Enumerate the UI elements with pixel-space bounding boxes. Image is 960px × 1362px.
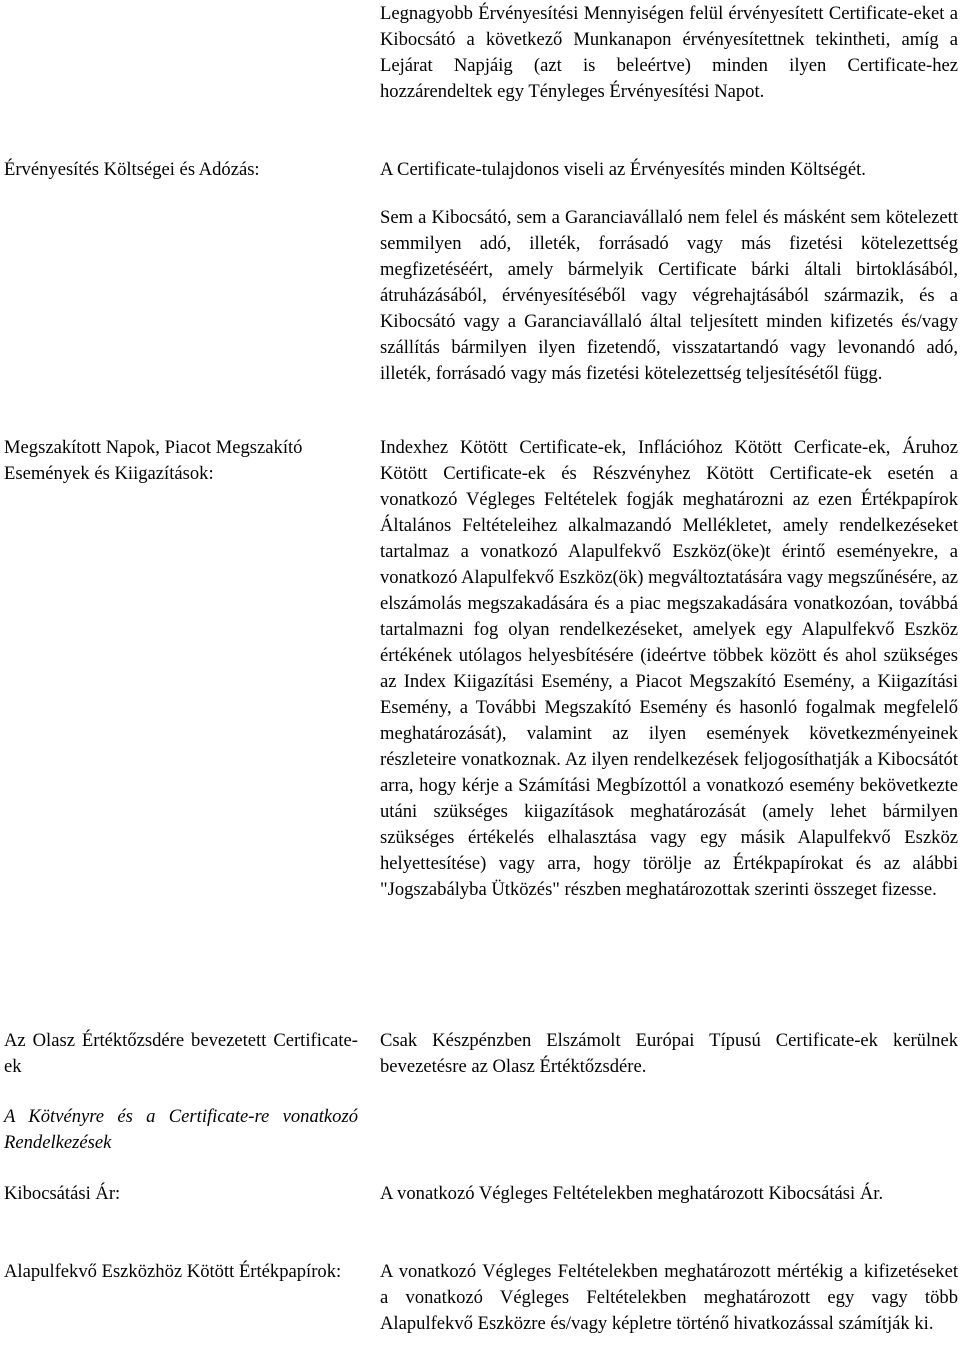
section-text: A Certificate-tulajdonos viseli az Érvényesítés minden Költségét. xyxy=(380,159,866,180)
section-text: A vonatkozó Végleges Feltételekben meghatározott Kibocsátási Ár. xyxy=(380,1183,884,1204)
section-text: Legnagyobb Érvényesítési Mennyiségen felül érvényesített Certificate-eket a Kibocsátó a következő Munkanapon érvényesítettnek tekintheti, amíg a Lejárat Napjáig (azt is beleértve) minden ilyen Certificate-hez hozzárendeltek egy Tényleges Érvényesítési Napot. xyxy=(380,3,958,102)
section-label: Az Olasz Értéktőzsdére bevezetett Certificate-ek xyxy=(4,1030,358,1077)
section-text: Indexhez Kötött Certificate-ek, Inflációhoz Kötött Cerficate-ek, Áruhoz Kötött Certificate-ek és Részvényhez Kötött Certificate-ek esetén a vonatkozó Végleges Feltételek fogják meghatározni az ezen Értékpapírok Általános Feltételeihez alkalmazandó Mellékletet, amely rendelkezéseket tartalmaz a vonatkozó Alapulfekvő Eszköz(öke)t érintő eseményekre, a vonatkozó Alapulfekvő Eszköz(ök) megváltoztatására vagy megszűnésére, az elszámolás megszakadására és a piac megszakadására vonatkozóan, továbbá tartalmazni fog olyan rendelkezéseket, amelyek egy Alapulfekvő Eszköz értékének utólagos helyesbítésére (ideértve többek között és ahol szükséges az Index Kiigazítási Esemény, a Piacot Megszakító Esemény, a Kiigazítási Esemény, a További Megszakító Esemény és hasonló fogalmak megfelelő meghatározását), valamint az ilyen események következményeinek részleteire vonatkoznak. Az ilyen rendelkezések feljogosíthatják a Kibocsátót arra, hogy kérje a Számítási Megbízottól a vonatkozó esemény bekövetkezte utáni szükséges kiigazítások meghatározását (amely lehet bármilyen szükséges értékelés elhalasztása vagy egy másik Alapulfekvő Eszköz helyettesítése) vagy arra, hogy törölje az Értékpapírokat és az alábbi "Jogszabályba Ütközés" részben meghatározottak szerinti összeget fizesse. xyxy=(380,437,958,900)
section-label: Alapulfekvő Eszközhöz Kötött Értékpapírok: xyxy=(4,1261,342,1282)
section-label: Érvényesítés Költségei és Adózás: xyxy=(4,159,260,180)
section-text: A vonatkozó Végleges Feltételekben meghatározott mértékig a kifizetéseket a vonatkozó Végleges Feltételekben meghatározott egy vagy több Alapulfekvő Eszközre és/vagy képletre történő hivatkozással számítják ki. xyxy=(380,1261,958,1334)
section-label: Megszakított Napok, Piacot Megszakító Események és Kiigazítások: xyxy=(4,437,303,484)
section-text-continued: Sem a Kibocsátó, sem a Garanciavállaló nem felel és másként sem kötelezett semmilyen adó, illeték, forrásadó vagy más fizetési kötelezettség megfizetéséért, amely bármelyik Certificate bárki általi birtoklásából, átruházásából, érvényesítéséből vagy végrehajtásából származik, és a Kibocsátó vagy a Garanciavállaló által teljesített minden kifizetés és/vagy szállítás bármilyen ilyen fizetendő, visszatartandó vagy levonandó adó, illeték, forrásadó vagy más fizetési kötelezettség teljesítésétől függ. xyxy=(380,207,958,384)
section-heading: A Kötvényre és a Certificate-re vonatkozó Rendelkezések xyxy=(4,1106,358,1153)
section-label: Kibocsátási Ár: xyxy=(4,1183,121,1204)
section-text: Csak Készpénzben Elszámolt Európai Típusú Certificate-ek kerülnek bevezetésre az Olasz Értéktőzsdére. xyxy=(380,1030,958,1077)
